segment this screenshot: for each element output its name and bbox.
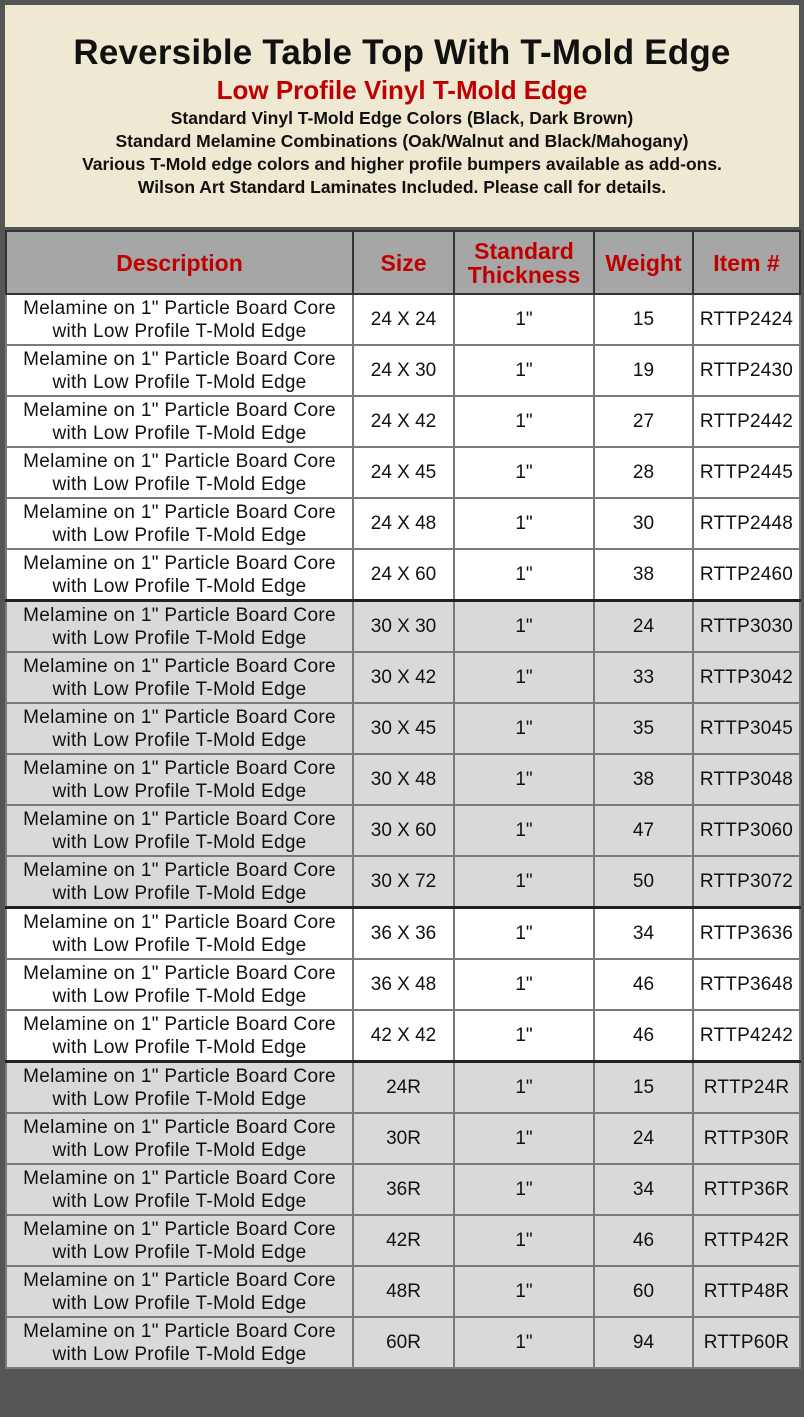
description-line2: with Low Profile T-Mold Edge <box>52 575 307 597</box>
cell-size: 30 X 48 <box>353 754 454 805</box>
column-header-weight: Weight <box>594 231 693 294</box>
cell-size: 30 X 72 <box>353 856 454 908</box>
cell-weight: 35 <box>594 703 693 754</box>
cell-description <box>6 447 353 498</box>
cell-size: 48R <box>353 1266 454 1317</box>
cell-thickness: 1" <box>454 754 594 805</box>
cell-item-number: RTTP2445 <box>693 447 800 498</box>
cell-item-number: RTTP30R <box>693 1113 800 1164</box>
column-header-description: Description <box>6 231 353 294</box>
cell-item-number: RTTP3048 <box>693 754 800 805</box>
description-line2: with Low Profile T-Mold Edge <box>52 831 307 853</box>
description-line1: Melamine on 1" Particle Board Core <box>23 1167 336 1189</box>
table-header-row <box>6 231 800 294</box>
table-row <box>6 447 800 498</box>
description-line1: Melamine on 1" Particle Board Core <box>23 1065 336 1087</box>
description-line2: with Low Profile T-Mold Edge <box>52 627 307 649</box>
cell-size: 24 X 30 <box>353 345 454 396</box>
header-note-laminates: Wilson Art Standard Laminates Included. Please call for details. <box>137 177 667 197</box>
cell-thickness: 1" <box>454 498 594 549</box>
description-line2: with Low Profile T-Mold Edge <box>52 1292 307 1314</box>
table-row <box>6 294 800 345</box>
cell-weight: 33 <box>594 652 693 703</box>
description-line2: with Low Profile T-Mold Edge <box>52 985 307 1007</box>
cell-weight: 46 <box>594 1215 693 1266</box>
cell-description <box>6 396 353 447</box>
description-line2: with Low Profile T-Mold Edge <box>52 320 307 342</box>
column-header-thickness <box>454 231 594 294</box>
table-row <box>6 498 800 549</box>
cell-weight: 27 <box>594 396 693 447</box>
column-header-item: Item # <box>693 231 800 294</box>
cell-size: 24 X 45 <box>353 447 454 498</box>
cell-thickness: 1" <box>454 908 594 960</box>
table-row <box>6 396 800 447</box>
table-row <box>6 754 800 805</box>
cell-weight: 24 <box>594 601 693 653</box>
cell-item-number: RTTP3636 <box>693 908 800 960</box>
cell-weight: 50 <box>594 856 693 908</box>
cell-weight: 94 <box>594 1317 693 1368</box>
cell-size: 36 X 36 <box>353 908 454 960</box>
description-line2: with Low Profile T-Mold Edge <box>52 882 307 904</box>
table-row <box>6 908 800 960</box>
description-line2: with Low Profile T-Mold Edge <box>52 729 307 751</box>
table-row <box>6 652 800 703</box>
description-line1: Melamine on 1" Particle Board Core <box>23 552 336 574</box>
cell-item-number: RTTP3042 <box>693 652 800 703</box>
cell-thickness: 1" <box>454 652 594 703</box>
table-row <box>6 1317 800 1368</box>
description-line2: with Low Profile T-Mold Edge <box>52 1190 307 1212</box>
table-row <box>6 345 800 396</box>
cell-item-number: RTTP42R <box>693 1215 800 1266</box>
cell-size: 24R <box>353 1062 454 1114</box>
cell-thickness: 1" <box>454 1062 594 1114</box>
cell-thickness: 1" <box>454 549 594 601</box>
cell-item-number: RTTP36R <box>693 1164 800 1215</box>
cell-size: 42R <box>353 1215 454 1266</box>
cell-description <box>6 754 353 805</box>
cell-item-number: RTTP4242 <box>693 1010 800 1062</box>
cell-description <box>6 549 353 601</box>
table-row <box>6 856 800 908</box>
sheet-header <box>5 5 799 227</box>
cell-description <box>6 601 353 653</box>
description-line1: Melamine on 1" Particle Board Core <box>23 808 336 830</box>
description-line1: Melamine on 1" Particle Board Core <box>23 297 336 319</box>
cell-item-number: RTTP24R <box>693 1062 800 1114</box>
page-title: Reversible Table Top With T-Mold Edge <box>73 33 731 72</box>
cell-weight: 30 <box>594 498 693 549</box>
cell-weight: 38 <box>594 754 693 805</box>
table-row <box>6 1266 800 1317</box>
cell-weight: 47 <box>594 805 693 856</box>
cell-size: 30 X 60 <box>353 805 454 856</box>
cell-thickness: 1" <box>454 1215 594 1266</box>
cell-size: 30 X 42 <box>353 652 454 703</box>
description-line1: Melamine on 1" Particle Board Core <box>23 501 336 523</box>
description-line2: with Low Profile T-Mold Edge <box>52 371 307 393</box>
header-note-melamine: Standard Melamine Combinations (Oak/Walnut and Black/Mahogany) <box>115 131 689 151</box>
cell-weight: 28 <box>594 447 693 498</box>
description-line1: Melamine on 1" Particle Board Core <box>23 1116 336 1138</box>
cell-description <box>6 1215 353 1266</box>
table-row <box>6 1062 800 1114</box>
cell-thickness: 1" <box>454 1266 594 1317</box>
header-note-colors: Standard Vinyl T-Mold Edge Colors (Black, Dark Brown) <box>170 108 634 128</box>
cell-thickness: 1" <box>454 959 594 1010</box>
table-row <box>6 601 800 653</box>
description-line2: with Low Profile T-Mold Edge <box>52 1036 307 1058</box>
table-row <box>6 703 800 754</box>
cell-item-number: RTTP2424 <box>693 294 800 345</box>
description-line1: Melamine on 1" Particle Board Core <box>23 1218 336 1240</box>
cell-description <box>6 652 353 703</box>
description-line1: Melamine on 1" Particle Board Core <box>23 962 336 984</box>
cell-item-number: RTTP2448 <box>693 498 800 549</box>
cell-item-number: RTTP3648 <box>693 959 800 1010</box>
cell-size: 30R <box>353 1113 454 1164</box>
description-line1: Melamine on 1" Particle Board Core <box>23 859 336 881</box>
cell-size: 24 X 42 <box>353 396 454 447</box>
description-line2: with Low Profile T-Mold Edge <box>52 524 307 546</box>
description-line1: Melamine on 1" Particle Board Core <box>23 757 336 779</box>
column-header-thickness-line1: Standard <box>474 237 574 264</box>
description-line1: Melamine on 1" Particle Board Core <box>23 1320 336 1342</box>
description-line2: with Low Profile T-Mold Edge <box>52 1343 307 1365</box>
cell-item-number: RTTP3045 <box>693 703 800 754</box>
description-line2: with Low Profile T-Mold Edge <box>52 422 307 444</box>
description-line1: Melamine on 1" Particle Board Core <box>23 399 336 421</box>
cell-thickness: 1" <box>454 1010 594 1062</box>
cell-thickness: 1" <box>454 1164 594 1215</box>
description-line1: Melamine on 1" Particle Board Core <box>23 706 336 728</box>
cell-description <box>6 1317 353 1368</box>
cell-weight: 46 <box>594 959 693 1010</box>
cell-description <box>6 805 353 856</box>
description-line2: with Low Profile T-Mold Edge <box>52 934 307 956</box>
cell-item-number: RTTP2430 <box>693 345 800 396</box>
cell-item-number: RTTP2460 <box>693 549 800 601</box>
page-subtitle: Low Profile Vinyl T-Mold Edge <box>216 75 588 105</box>
cell-item-number: RTTP3060 <box>693 805 800 856</box>
cell-thickness: 1" <box>454 1317 594 1368</box>
cell-size: 36R <box>353 1164 454 1215</box>
cell-thickness: 1" <box>454 1113 594 1164</box>
cell-thickness: 1" <box>454 805 594 856</box>
description-line1: Melamine on 1" Particle Board Core <box>23 604 336 626</box>
cell-description <box>6 703 353 754</box>
cell-size: 60R <box>353 1317 454 1368</box>
description-line2: with Low Profile T-Mold Edge <box>52 780 307 802</box>
cell-thickness: 1" <box>454 601 594 653</box>
cell-description <box>6 856 353 908</box>
description-line1: Melamine on 1" Particle Board Core <box>23 655 336 677</box>
cell-size: 42 X 42 <box>353 1010 454 1062</box>
cell-item-number: RTTP3072 <box>693 856 800 908</box>
cell-size: 24 X 48 <box>353 498 454 549</box>
cell-weight: 19 <box>594 345 693 396</box>
description-line2: with Low Profile T-Mold Edge <box>52 1139 307 1161</box>
product-table <box>5 230 801 1369</box>
table-body <box>6 294 800 1368</box>
cell-description <box>6 1062 353 1114</box>
cell-size: 24 X 60 <box>353 549 454 601</box>
table-row <box>6 959 800 1010</box>
column-header-size: Size <box>353 231 454 294</box>
description-line2: with Low Profile T-Mold Edge <box>52 1241 307 1263</box>
cell-thickness: 1" <box>454 447 594 498</box>
column-header-thickness-line2: Thickness <box>467 261 581 288</box>
cell-item-number: RTTP60R <box>693 1317 800 1368</box>
cell-weight: 46 <box>594 1010 693 1062</box>
cell-description <box>6 1266 353 1317</box>
description-line2: with Low Profile T-Mold Edge <box>52 678 307 700</box>
cell-description <box>6 1113 353 1164</box>
table-row <box>6 549 800 601</box>
cell-weight: 15 <box>594 294 693 345</box>
description-line1: Melamine on 1" Particle Board Core <box>23 911 336 933</box>
cell-weight: 15 <box>594 1062 693 1114</box>
table-row <box>6 1113 800 1164</box>
cell-size: 36 X 48 <box>353 959 454 1010</box>
cell-thickness: 1" <box>454 294 594 345</box>
cell-thickness: 1" <box>454 396 594 447</box>
cell-item-number: RTTP2442 <box>693 396 800 447</box>
table-row <box>6 1215 800 1266</box>
cell-thickness: 1" <box>454 345 594 396</box>
table-row <box>6 805 800 856</box>
cell-weight: 60 <box>594 1266 693 1317</box>
header-note-addons: Various T-Mold edge colors and higher profile bumpers available as add-ons. <box>82 154 722 174</box>
cell-description <box>6 294 353 345</box>
cell-item-number: RTTP48R <box>693 1266 800 1317</box>
cell-description <box>6 1010 353 1062</box>
cell-weight: 38 <box>594 549 693 601</box>
cell-size: 30 X 45 <box>353 703 454 754</box>
table-row <box>6 1164 800 1215</box>
description-line1: Melamine on 1" Particle Board Core <box>23 450 336 472</box>
cell-thickness: 1" <box>454 856 594 908</box>
cell-description <box>6 498 353 549</box>
cell-description <box>6 1164 353 1215</box>
table-row <box>6 1010 800 1062</box>
cell-weight: 24 <box>594 1113 693 1164</box>
cell-size: 24 X 24 <box>353 294 454 345</box>
cell-size: 30 X 30 <box>353 601 454 653</box>
description-line1: Melamine on 1" Particle Board Core <box>23 1013 336 1035</box>
cell-thickness: 1" <box>454 703 594 754</box>
description-line2: with Low Profile T-Mold Edge <box>52 473 307 495</box>
cell-description <box>6 959 353 1010</box>
cell-description <box>6 908 353 960</box>
cell-description <box>6 345 353 396</box>
cell-item-number: RTTP3030 <box>693 601 800 653</box>
cell-weight: 34 <box>594 1164 693 1215</box>
description-line2: with Low Profile T-Mold Edge <box>52 1088 307 1110</box>
cell-weight: 34 <box>594 908 693 960</box>
description-line1: Melamine on 1" Particle Board Core <box>23 1269 336 1291</box>
description-line1: Melamine on 1" Particle Board Core <box>23 348 336 370</box>
